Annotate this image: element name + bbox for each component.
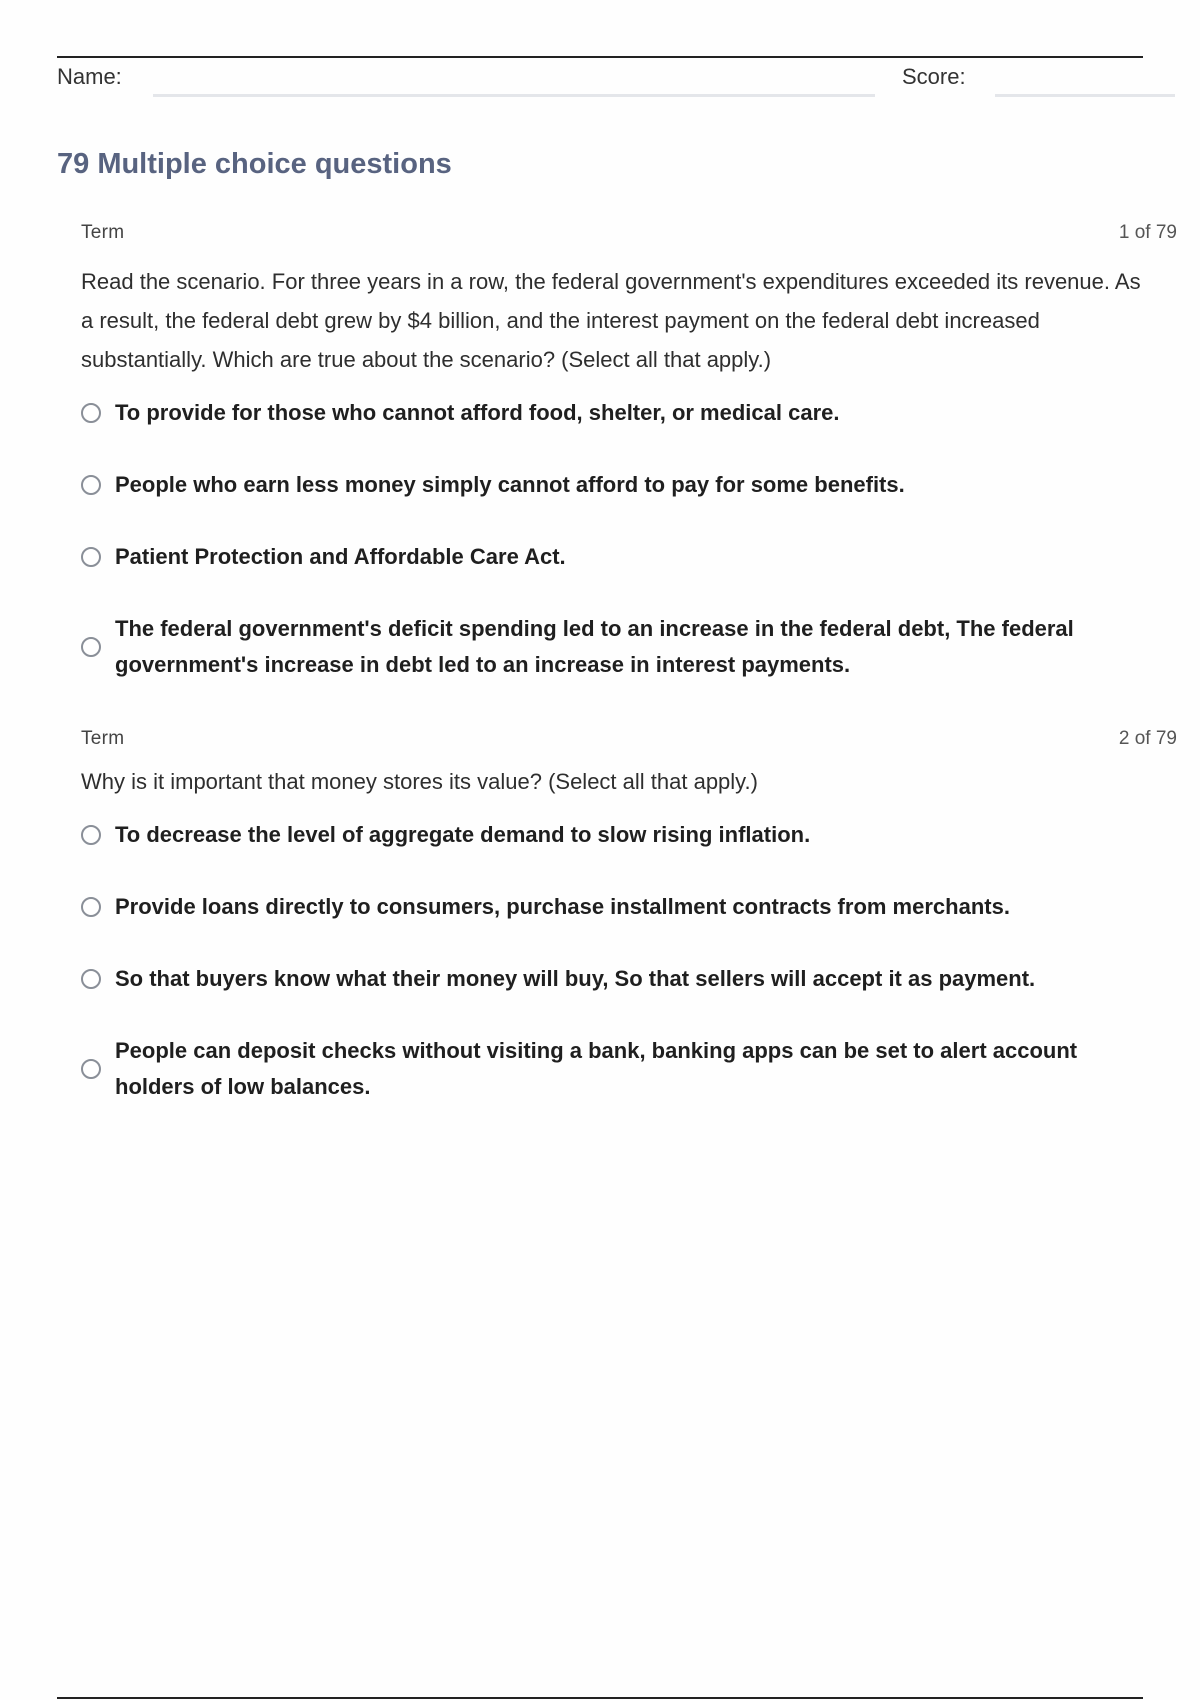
term-label: Term xyxy=(81,728,125,749)
answer-option[interactable] xyxy=(81,961,1177,997)
radio-circle-icon[interactable] xyxy=(81,403,101,423)
answer-option[interactable] xyxy=(81,611,1177,683)
answer-options xyxy=(81,817,1177,1105)
answer-options xyxy=(81,395,1177,683)
score-label: Score: xyxy=(902,64,966,89)
question-header xyxy=(81,222,1177,250)
option-label: To provide for those who cannot afford food, shelter, or medical care. xyxy=(115,400,840,425)
question-counter: 1 of 79 xyxy=(1118,222,1177,243)
answer-option[interactable] xyxy=(81,817,1177,853)
answer-option[interactable] xyxy=(81,467,1177,503)
radio-circle-icon[interactable] xyxy=(81,547,101,567)
option-label: People can deposit checks without visiting a bank, banking apps can be set to alert account holders of low balances. xyxy=(115,1038,1078,1099)
radio-circle-icon[interactable] xyxy=(81,637,101,657)
radio-circle-icon[interactable] xyxy=(81,897,101,917)
question-counter: 2 of 79 xyxy=(1118,728,1177,749)
term-label: Term xyxy=(81,222,125,243)
option-label: To decrease the level of aggregate demand to slow rising inflation. xyxy=(115,822,811,847)
top-divider xyxy=(57,56,1143,58)
question-text: Read the scenario. For three years in a row, the federal government's expenditures exceeded its revenue. As a result, the federal debt grew by $4 billion, and the interest payment on the federal debt increased substantially. Which are true about the scenario? (Select all that apply.) xyxy=(81,269,1141,372)
option-label: So that buyers know what their money will buy, So that sellers will accept it as payment. xyxy=(115,966,1036,991)
option-label: People who earn less money simply cannot afford to pay for some benefits. xyxy=(115,472,905,497)
bottom-divider xyxy=(57,1697,1143,1699)
radio-circle-icon[interactable] xyxy=(81,969,101,989)
radio-circle-icon[interactable] xyxy=(81,1059,101,1079)
page-title: 79 Multiple choice questions xyxy=(57,148,452,180)
answer-option[interactable] xyxy=(81,539,1177,575)
worksheet-header xyxy=(57,62,1177,98)
question-2 xyxy=(81,728,1177,1141)
question-1 xyxy=(81,222,1177,719)
option-label: Patient Protection and Affordable Care Act. xyxy=(115,544,566,569)
question-header xyxy=(81,728,1177,756)
question-text: Why is it important that money stores its value? (Select all that apply.) xyxy=(81,769,758,794)
answer-option[interactable] xyxy=(81,395,1177,431)
answer-option[interactable] xyxy=(81,889,1177,925)
radio-circle-icon[interactable] xyxy=(81,475,101,495)
option-label: Provide loans directly to consumers, purchase installment contracts from merchants. xyxy=(115,894,1010,919)
name-field[interactable] xyxy=(153,94,875,97)
score-field[interactable] xyxy=(995,94,1175,97)
radio-circle-icon[interactable] xyxy=(81,825,101,845)
option-label: The federal government's deficit spending led to an increase in the federal debt, The federal government's increase in debt led to an increase in interest payments. xyxy=(115,616,1074,677)
answer-option[interactable] xyxy=(81,1033,1177,1105)
name-label: Name: xyxy=(57,64,122,89)
